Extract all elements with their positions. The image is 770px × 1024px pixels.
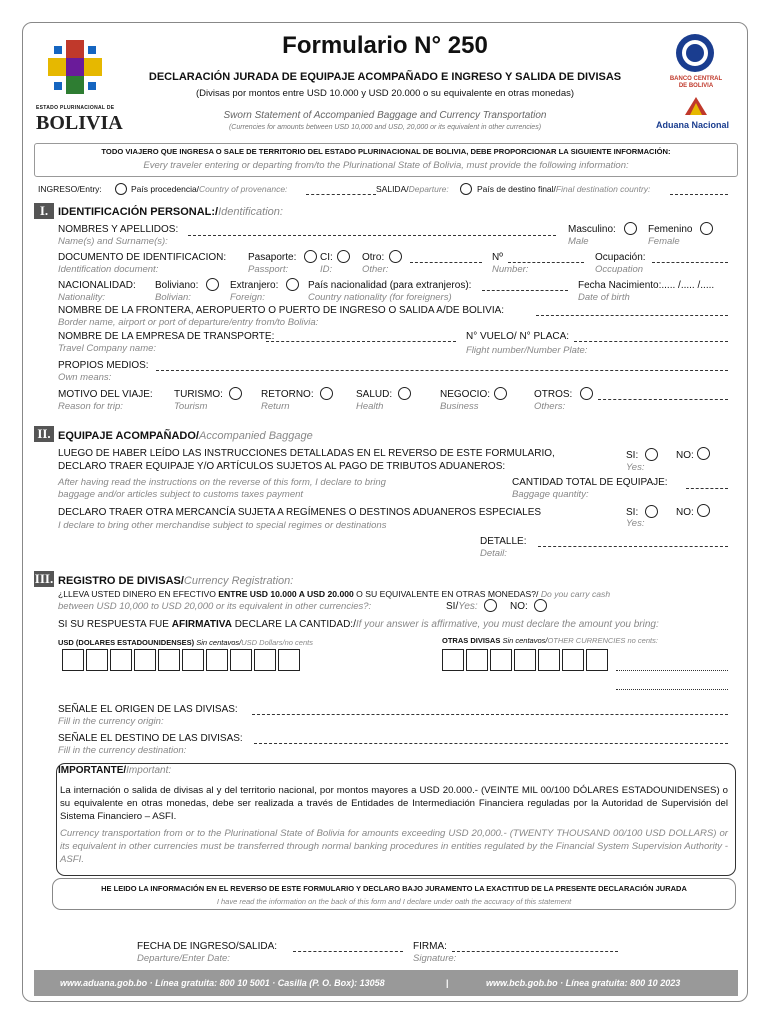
numero-label: Nº (492, 252, 503, 263)
salud-label: SALUD: (356, 389, 393, 400)
detalle-label-english: Detail: (480, 548, 507, 559)
negocio-label: NEGOCIO: (440, 389, 491, 400)
mercancia-question-english: I declare to bring other merchandise subject to special regimes or destinations (58, 520, 387, 531)
section-iii-number: III. (34, 571, 54, 586)
mercancia-no-label: NO: (676, 507, 694, 518)
amount-digit-box[interactable] (158, 649, 180, 671)
section-ii-title: EQUIPAJE ACOMPAÑADO/Accompanied Baggage (58, 430, 313, 442)
nombres-field[interactable] (188, 235, 556, 236)
detalle-field[interactable] (538, 546, 728, 547)
ingreso-label: INGRESO/Entry: (38, 184, 102, 194)
business-label: Business (440, 401, 479, 412)
vuelo-label-english: Flight number/Number Plate: (466, 345, 588, 356)
negocio-radio[interactable] (494, 387, 507, 400)
origen-field[interactable] (252, 714, 728, 715)
medios-label-english: Own means: (58, 372, 112, 383)
firma-english: Signature: (413, 953, 457, 964)
equipaje-question-line2: DECLARO TRAER EQUIPAJE Y/O ARTÍCULOS SUJETOS AL PAGO DE TRIBUTOS ADUANEROS: (58, 461, 506, 472)
page-title: Formulario N° 250 (282, 32, 488, 59)
section-i-title: IDENTIFICACIÓN PERSONAL:/Identification: (58, 206, 283, 218)
mercancia-si-radio[interactable] (645, 505, 658, 518)
nationality-label: Nationality: (58, 292, 105, 303)
other-currency-line-1[interactable] (616, 670, 728, 671)
declaration-text: HE LEIDO LA INFORMACIÓN EN EL REVERSO DE ESTE FORMULARIO Y DECLARO BAJO JURAMENTO LA EXACTITUD DE LA PRESENTE DECLARACIÓN JURADA (101, 884, 687, 893)
amount-digit-box[interactable] (134, 649, 156, 671)
vuelo-label: N° VUELO/ N° PLACA: (466, 331, 570, 342)
equipaje-question-english-2: baggage and/or articles subject to customs taxes payment (58, 489, 304, 500)
female-label: Female (648, 236, 680, 247)
important-title: IMPORTANTE/Important: (58, 765, 172, 776)
section-i-number: I. (34, 203, 54, 219)
divisas-no-radio[interactable] (534, 599, 547, 612)
turismo-radio[interactable] (229, 387, 242, 400)
doc-label: DOCUMENTO DE IDENTIFICACION: (58, 252, 227, 263)
usd-label: USD (DOLARES ESTADOUNIDENSES) Sin centavos/USD Dollars/no cents (58, 638, 313, 647)
footer-separator: | (446, 978, 449, 988)
extranjero-label: Extranjero: (230, 280, 279, 291)
id-label: ID: (320, 264, 333, 275)
date-of-birth-label: Date of birth (578, 292, 630, 303)
section-ii-number: II. (34, 426, 54, 442)
form-subtitle-range: (Divisas por montos entre USD 10.000 y USD 20.000 o su equivalente en otras monedas) (195, 88, 575, 99)
return-label: Return (261, 401, 290, 412)
amount-digit-box[interactable] (254, 649, 276, 671)
form-subtitle: DECLARACIÓN JURADA DE EQUIPAJE ACOMPAÑADO E INGRESO Y SALIDA DE DIVISAS (148, 71, 622, 83)
cantidad-label-english: Baggage quantity: (512, 489, 589, 500)
amount-digit-box[interactable] (466, 649, 488, 671)
retorno-radio[interactable] (320, 387, 333, 400)
otros-radio[interactable] (580, 387, 593, 400)
amount-digit-box[interactable] (206, 649, 228, 671)
mercancia-question: DECLARO TRAER OTRA MERCANCÍA SUJETA A REGÍMENES O DESTINOS ADUANEROS ESPECIALES (58, 507, 542, 518)
masculino-radio[interactable] (624, 222, 637, 235)
femenino-label: Femenino (648, 224, 693, 235)
vuelo-field[interactable] (574, 341, 728, 342)
otras-divisas-label: OTRAS DIVISAS Sin centavos/OTHER CURRENCIES no cents: (442, 636, 658, 645)
origen-label-english: Fill in the currency origin: (58, 716, 164, 727)
amount-digit-box[interactable] (490, 649, 512, 671)
bcb-label: BANCO CENTRAL DE BOLIVIA (669, 76, 723, 89)
bcb-contact: www.bcb.gob.bo · Línea gratuita: 800 10 2023 (486, 978, 681, 988)
salida-radio[interactable] (460, 183, 472, 195)
equipaje-si-radio[interactable] (645, 448, 658, 461)
amount-digit-box[interactable] (442, 649, 464, 671)
state-big-label: BOLIVIA (36, 112, 123, 134)
important-text-english: Currency transportation from or to the Plurinational State of Bolivia for amounts exceeding USD 20,000.- (TWENTY THOUSAND 00/100 USD DOLLARS) or its equivalent in other currencies must be transferred through normal banking procedures in entities regulated by the Financial System Supervision Authority -ASFI. (60, 828, 728, 865)
equipaje-yes-label: Yes: (626, 462, 645, 473)
fecha-salida-english: Departure/Enter Date: (137, 953, 230, 964)
medios-field[interactable] (156, 370, 728, 371)
detalle-label: DETALLE: (480, 536, 527, 547)
destino-divisas-english: Fill in the currency destination: (58, 745, 187, 756)
equipaje-question-english-1: After having read the instructions on the reverse of this form, I declare to bring (58, 477, 386, 488)
numero-field[interactable] (508, 262, 584, 263)
destino-divisas-label: SEÑALE EL DESTINO DE LAS DIVISAS: (58, 733, 243, 744)
cantidad-question: SI SU RESPUESTA FUE AFIRMATIVA DECLARE LA CANTIDAD:/If your answer is affirmative, you must declare the amount you bring: (58, 619, 659, 630)
ci-label: CI: (320, 252, 333, 263)
retorno-label: RETORNO: (261, 389, 314, 400)
form-title-english: Sworn Statement of Accompanied Baggage and Currency Transportation (223, 110, 547, 121)
others-label: Others: (534, 401, 566, 412)
otros-field[interactable] (598, 399, 728, 400)
nombres-label-english: Name(s) and Surname(s): (58, 236, 168, 247)
pais-nacionalidad-label: País nacionalidad (para extranjeros): (308, 280, 472, 291)
other-label: Other: (362, 264, 389, 275)
procedencia-label: País procedencia/Country of provenance: (131, 184, 288, 194)
occupation-label: Occupation (595, 264, 644, 275)
amount-digit-box[interactable] (586, 649, 608, 671)
amount-digit-box[interactable] (538, 649, 560, 671)
male-label: Male (568, 236, 589, 247)
ingreso-radio[interactable] (115, 183, 127, 195)
otro-field[interactable] (410, 262, 482, 263)
cantidad-field[interactable] (686, 488, 728, 489)
mercancia-no-radio[interactable] (697, 504, 710, 517)
pasaporte-radio[interactable] (304, 250, 317, 263)
number-label: Number: (492, 264, 529, 275)
mercancia-yes-label: Yes: (626, 518, 645, 529)
doc-label-english: Identification document: (58, 264, 159, 275)
pais-nacionalidad-field[interactable] (482, 290, 568, 291)
destino-field[interactable] (670, 194, 728, 195)
tourism-label: Tourism (174, 401, 208, 412)
otro-radio[interactable] (389, 250, 402, 263)
amount-digit-box[interactable] (230, 649, 252, 671)
empresa-label-english: Travel Company name: (58, 343, 157, 354)
motivo-label-english: Reason for trip: (58, 401, 123, 412)
section-iii-title: REGISTRO DE DIVISAS/Currency Registration: (58, 575, 294, 587)
aduana-logo (684, 96, 708, 116)
declaration-text-english: I have read the information on the back of this form and I declare under oath the accuracy of this statement (216, 897, 572, 906)
amount-digit-box[interactable] (278, 649, 300, 671)
divisas-no-label: NO: (510, 601, 528, 612)
divisas-question: ¿LLEVA USTED DINERO EN EFECTIVO ENTRE USD 10.000 A USD 20.000 O SU EQUIVALENTE EN OTRAS MONEDAS?/ Do you carry cash (58, 589, 611, 599)
motivo-label: MOTIVO DEL VIAJE: (58, 389, 153, 400)
frontera-label-english: Border name, airport or port of departure/entry from/to Bolivia: (58, 317, 319, 328)
banner-text-english: Every traveler entering or departing from/to the Plurinational State of Bolivia, must provide the following information: (143, 160, 629, 171)
destino-divisas-field[interactable] (254, 743, 728, 744)
health-label: Health (356, 401, 384, 412)
ocupacion-field[interactable] (652, 262, 728, 263)
firma-label: FIRMA: (413, 941, 447, 952)
amount-digit-box[interactable] (62, 649, 84, 671)
otro-label: Otro: (362, 252, 385, 263)
amount-digit-box[interactable] (86, 649, 108, 671)
amount-digit-box[interactable] (562, 649, 584, 671)
other-currency-line-2[interactable] (616, 689, 728, 690)
salida-label: SALIDA/Departure: (376, 184, 449, 194)
cantidad-label: CANTIDAD TOTAL DE EQUIPAJE: (512, 477, 668, 488)
masculino-label: Masculino: (568, 224, 616, 235)
form-subtitle-english: (Currencies for amounts between USD 10,000 and USD, 20,000 or its equivalent in other currencies) (228, 124, 542, 131)
extranjero-radio[interactable] (286, 278, 299, 291)
equipaje-question-line1: LUEGO DE HABER LEÍDO LAS INSTRUCCIONES DETALLADAS EN EL REVERSO DE ESTE FORMULARIO, (58, 448, 555, 459)
important-text: La internación o salida de divisas al y del territorio nacional, por montos mayores a USD 20.000.- (VEINTE MIL 00/100 DÓLARES ESTADOUNIDENSES) o su equivalente en otras monedas, debe ser realizada a través de Entidades de Intermediación Financiera reguladas por la Autoridad de Supervisión del Sistema Financiero – ASFI. (60, 785, 728, 822)
ci-radio[interactable] (337, 250, 350, 263)
bcb-logo (672, 32, 718, 74)
amount-digit-box[interactable] (514, 649, 536, 671)
femenino-radio[interactable] (700, 222, 713, 235)
equipaje-no-label: NO: (676, 450, 694, 461)
origen-label: SEÑALE EL ORIGEN DE LAS DIVISAS: (58, 704, 238, 715)
fecha-nacimiento-field[interactable]: Fecha Nacimiento:..... /..... /..... (578, 280, 715, 291)
boliviano-radio[interactable] (206, 278, 219, 291)
amount-digit-box[interactable] (110, 649, 132, 671)
footer-bar (34, 970, 738, 996)
boliviano-label: Boliviano: (155, 280, 199, 291)
passport-label: Passport: (248, 264, 289, 275)
nombres-label: NOMBRES Y APELLIDOS: (58, 224, 179, 235)
banner-text: TODO VIAJERO QUE INGRESA O SALE DE TERRITORIO DEL ESTADO PLURINACIONAL DE BOLIVIA, DEBE PROPORCIONAR LA SIGUIENTE INFORMACIÓN: (101, 147, 671, 156)
fecha-salida-field[interactable] (293, 951, 403, 952)
empresa-label: NOMBRE DE LA EMPRESA DE TRANSPORTE: (58, 331, 275, 342)
destino-label: País de destino final/Final destination country: (477, 184, 651, 194)
aduana-contact: www.aduana.gob.bo · Línea gratuita: 800 10 5001 · Casilla (P. O. Box): 13058 (60, 978, 385, 988)
nacionalidad-label: NACIONALIDAD: (58, 280, 136, 291)
salud-radio[interactable] (398, 387, 411, 400)
divisas-si-label: SI/Yes: (446, 601, 478, 612)
turismo-label: TURISMO: (174, 389, 223, 400)
ocupacion-label: Ocupación: (595, 252, 646, 263)
procedencia-field[interactable] (306, 194, 376, 195)
divisas-si-radio[interactable] (484, 599, 497, 612)
equipaje-no-radio[interactable] (697, 447, 710, 460)
empresa-field[interactable] (266, 341, 456, 342)
equipaje-si-label: SI: (626, 450, 639, 461)
frontera-field[interactable] (536, 315, 728, 316)
bolivian-label: Bolivian: (155, 292, 191, 303)
firma-field[interactable] (452, 951, 618, 952)
state-small-label: ESTADO PLURINACIONAL DE (36, 105, 115, 111)
mercancia-si-label: SI: (626, 507, 639, 518)
medios-label: PROPIOS MEDIOS: (58, 360, 149, 371)
pasaporte-label: Pasaporte: (248, 252, 297, 263)
foreign-label: Foreign: (230, 292, 265, 303)
aduana-label: Aduana Nacional (656, 120, 730, 130)
otros-label: OTROS: (534, 389, 573, 400)
pais-nacionalidad-english: Country nationality (for foreigners) (308, 292, 452, 303)
fecha-salida-label: FECHA DE INGRESO/SALIDA: (137, 941, 278, 952)
frontera-label: NOMBRE DE LA FRONTERA, AEROPUERTO O PUERTO DE INGRESO O SALIDA A/DE BOLIVIA: (58, 305, 505, 316)
divisas-question-english: between USD 10,000 to USD 20,000 or its equivalent in other currencies?: (58, 601, 372, 612)
amount-digit-box[interactable] (182, 649, 204, 671)
